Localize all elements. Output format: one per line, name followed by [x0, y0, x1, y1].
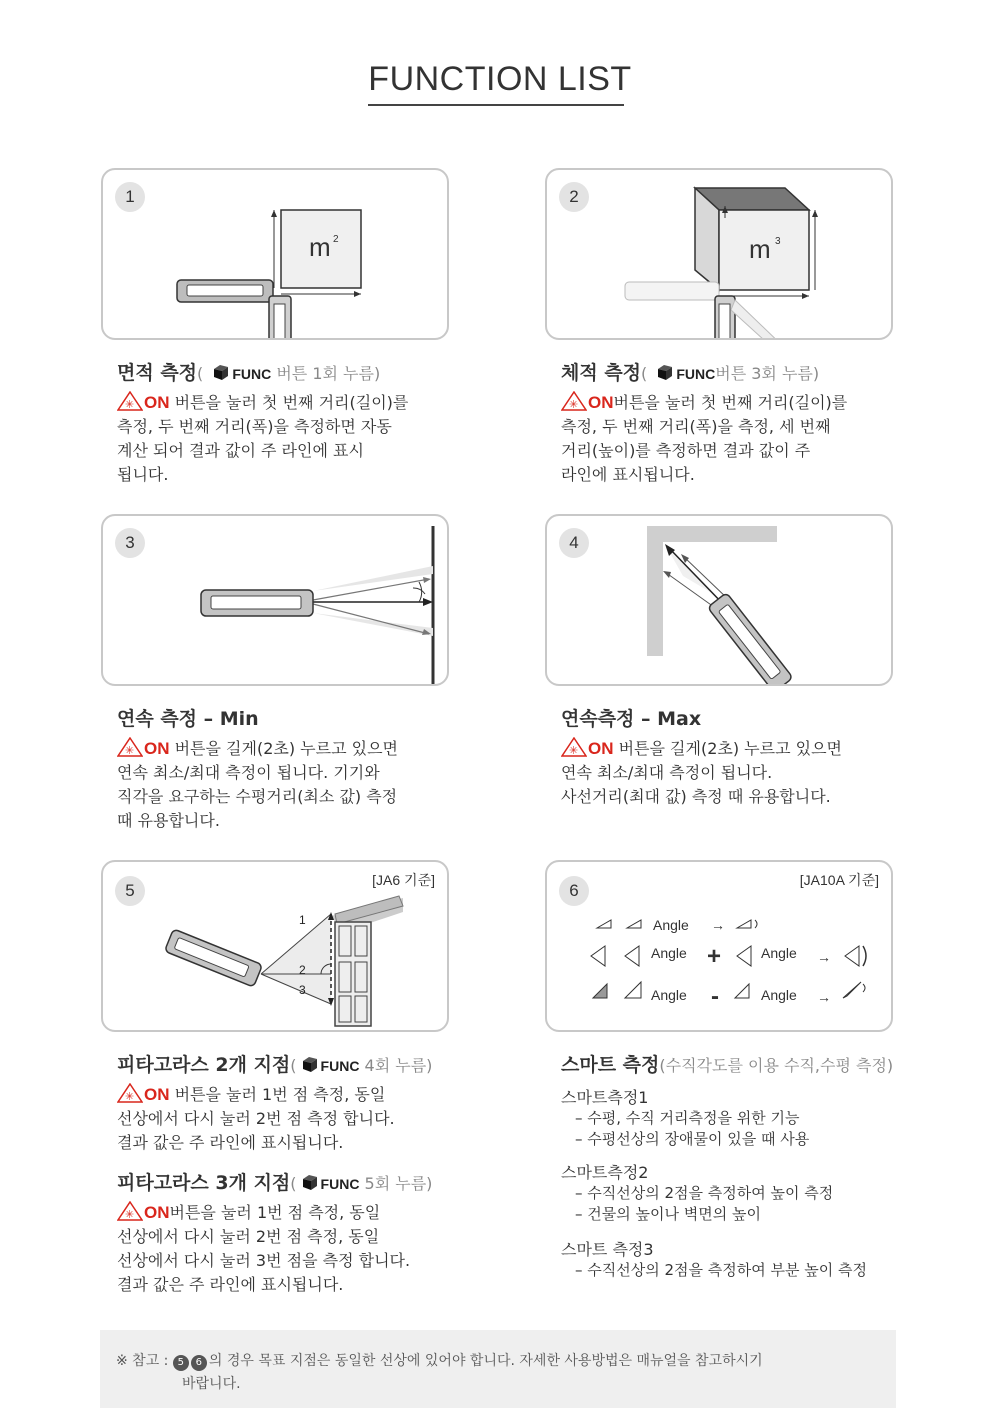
svg-text:✳: ✳ — [125, 744, 135, 757]
panel-min-measure — [101, 514, 449, 686]
angle-label: Angle — [761, 987, 797, 1003]
smart-heading-1: 스마트측정1 — [561, 1088, 649, 1107]
reference-note: ※ 참고 : 5 6 의 경우 목표 지점은 동일한 선상에 있어야 합니다. 자세한 사용방법은 매뉴얼을 참고하시기 바랍니다. — [100, 1330, 896, 1408]
unit-sup: 2 — [333, 234, 339, 245]
warning-laser-icon — [561, 737, 587, 757]
unit-label: m — [749, 234, 771, 264]
warning-laser-icon — [117, 1083, 143, 1103]
svg-text:✳: ✳ — [569, 398, 579, 411]
panel-number: 6 — [559, 876, 589, 906]
smart-item: – 수평, 수직 거리측정을 위한 기능 — [575, 1109, 800, 1127]
panel-number: 4 — [559, 528, 589, 558]
section-area: 면적 측정( FUNC 버튼 1회 누름) ✳ ON 버튼을 눌러 첫 번째 거리(길이)를 측정, 두 번째 거리(폭)을 측정하면 자동 계산 되어 결과 값이 주 라인에 표시 됩니다. — [117, 362, 409, 484]
volume-illustration — [547, 170, 893, 340]
warning-laser-icon — [117, 391, 143, 411]
svg-text:✳: ✳ — [125, 1090, 135, 1103]
panel-area-measure — [101, 168, 449, 340]
model-standard: [JA10A 기준] — [799, 872, 879, 888]
panel-number: 2 — [559, 182, 589, 212]
angle-label: Angle — [761, 945, 797, 961]
svg-text:→: → — [817, 989, 831, 1005]
section-title: 피타고라스 2개 지점 — [117, 1054, 291, 1076]
section-title: 체적 측정 — [561, 362, 642, 384]
section-title: 피타고라스 3개 지점 — [117, 1172, 291, 1194]
smart-item: – 수평선상의 장애물이 있을 때 사용 — [575, 1130, 810, 1148]
panel-number: 1 — [115, 182, 145, 212]
smart-item: – 수직선상의 2점을 측정하여 부분 높이 측정 — [575, 1261, 867, 1279]
section-smart — [561, 1050, 981, 1281]
point-label-3: 3 — [299, 983, 306, 997]
circle-number-5: 5 — [173, 1355, 189, 1371]
on-label: ON — [144, 393, 170, 412]
section-pythagoras-3: 피타고라스 3개 지점( FUNC 5회 누름) ✳ ON버튼을 눌러 1번 점 측정, 동일 선상에서 다시 눌러 2번 점 측정, 동일 선상에서 다시 눌러 3번 점을 측정 합니다. 결과 값은 주 라인에 표시됩니다. — [117, 1172, 433, 1294]
max-illustration — [547, 516, 893, 686]
warning-laser-icon — [561, 391, 587, 411]
section-volume: 체적 측정( FUNC버튼 3회 누름) ✳ ON버튼을 눌러 첫 번째 거리(길이)를 측정, 두 번째 거리(폭)을 측정, 세 번째 거리(높이)를 측정하면 결과 값이 주 라인에 표시됩니다. — [561, 362, 848, 484]
func-button-icon — [211, 363, 229, 381]
func-button-icon — [300, 1055, 318, 1073]
plus-sign: + — [707, 943, 722, 970]
on-label: ON — [588, 393, 614, 412]
minus-sign: - — [711, 983, 719, 1010]
section-max: 연속측정 – Max ✳ ON 버튼을 길게(2초) 누르고 있으면 연속 최소/최대 측정이 됩니다. 사선거리(최대 값) 측정 때 유용합니다. — [561, 704, 941, 809]
warning-laser-icon — [117, 737, 143, 757]
smart-heading-3: 스마트 측정3 — [561, 1240, 654, 1259]
area-illustration — [103, 170, 449, 340]
angle-label: Angle — [653, 917, 689, 933]
section-pythagoras-2: 피타고라스 2개 지점( FUNC 4회 누름) ✳ ON 버튼을 눌러 1번 점 측정, 동일 선상에서 다시 눌러 2번 점 측정 합니다. 결과 값은 주 라인에 표시됩니다. — [117, 1054, 433, 1152]
warning-laser-icon — [117, 1201, 143, 1221]
on-label: ON — [588, 739, 614, 758]
angle-label: Angle — [651, 945, 687, 961]
on-label: ON — [144, 739, 170, 758]
point-label-1: 1 — [299, 913, 306, 927]
func-button-icon — [655, 363, 673, 381]
func-button-icon — [300, 1173, 318, 1191]
smart-item: – 건물의 높이나 벽면의 높이 — [575, 1205, 761, 1223]
model-standard: [JA6 기준] — [372, 872, 435, 888]
panel-smart-measure — [545, 860, 893, 1032]
section-subtitle: (수직각도를 이용 수직,수평 측정) — [659, 1056, 894, 1075]
svg-text:✳: ✳ — [569, 744, 579, 757]
svg-text:✳: ✳ — [125, 398, 135, 411]
panel-pythagoras — [101, 860, 449, 1032]
svg-text:✳: ✳ — [125, 1208, 135, 1221]
section-title: 연속측정 – Max — [561, 708, 702, 730]
panel-max-measure — [545, 514, 893, 686]
panel-number: 3 — [115, 528, 145, 558]
on-label: ON — [144, 1085, 170, 1104]
angle-label: Angle — [651, 987, 687, 1003]
unit-sup: 3 — [775, 236, 781, 247]
unit-label: m — [309, 232, 331, 262]
page-title: FUNCTION LIST — [368, 60, 632, 98]
on-label: ON — [144, 1203, 170, 1222]
smart-heading-2: 스마트측정2 — [561, 1163, 649, 1182]
section-min: 연속 측정 – Min ✳ ON 버튼을 길게(2초) 누르고 있으면 연속 최소/최대 측정이 됩니다. 기기와 직각을 요구하는 수평거리(최소 값) 측정 때 유용합니다. — [117, 704, 497, 833]
panel-number: 5 — [115, 876, 145, 906]
section-title: 스마트 측정 — [561, 1054, 660, 1076]
section-title: 면적 측정 — [117, 362, 198, 384]
circle-number-6: 6 — [191, 1355, 207, 1371]
svg-text:→: → — [711, 917, 725, 933]
min-illustration — [103, 516, 449, 686]
smart-item: – 수직선상의 2점을 측정하여 높이 측정 — [575, 1184, 834, 1202]
svg-text:→: → — [817, 949, 831, 965]
title-underline — [368, 104, 624, 106]
angle-diagram — [547, 862, 893, 1032]
point-label-2: 2 — [299, 963, 306, 977]
panel-volume-measure — [545, 168, 893, 340]
section-title: 연속 측정 – Min — [117, 708, 259, 730]
pythagoras-illustration — [103, 862, 449, 1032]
